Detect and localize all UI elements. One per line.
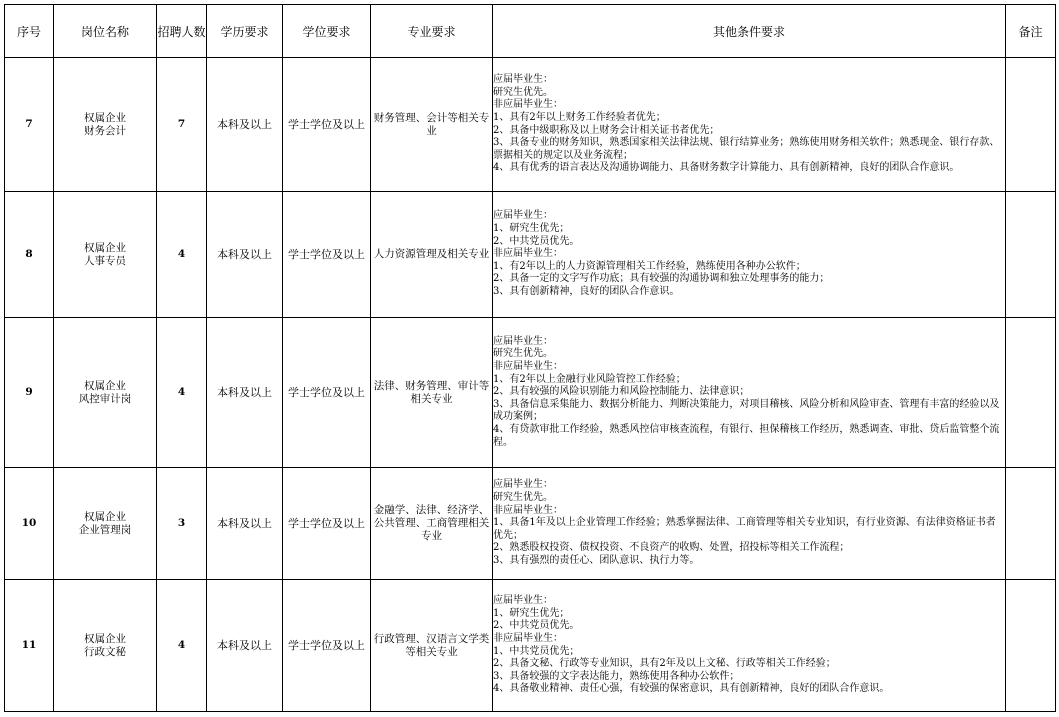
row-position [54, 580, 157, 712]
row-count: 4 [157, 192, 207, 318]
row-remarks [1006, 468, 1056, 580]
row-count: 4 [157, 318, 207, 468]
row-seq: 9 [5, 318, 54, 468]
row-position [54, 58, 157, 192]
header-major: 专业要求 [371, 5, 493, 58]
position-line2: 行政文秘 [84, 645, 126, 658]
position-line1: 权属企业 [84, 379, 126, 392]
row-count: 7 [157, 58, 207, 192]
row-degree: 学士学位及以上 [283, 58, 371, 192]
position-line1: 权属企业 [84, 632, 126, 645]
requirement-line: 非应届毕业生： [493, 99, 563, 111]
requirement-line: 3、具有创新精神，良好的团队合作意识。 [493, 285, 680, 297]
row-degree: 学士学位及以上 [283, 468, 371, 580]
row-seq: 7 [5, 58, 54, 192]
position-line2: 人事专员 [84, 254, 126, 267]
row-education: 本科及以上 [207, 192, 283, 318]
requirement-line: 应届毕业生： [493, 595, 553, 607]
requirement-line: 3、具有强烈的责任心、团队意识、执行力等。 [493, 554, 700, 566]
row-remarks [1006, 58, 1056, 192]
header-degree: 学位要求 [283, 5, 371, 58]
requirement-line: 应届毕业生： [493, 335, 553, 347]
row-education: 本科及以上 [207, 58, 283, 192]
position-line1: 权属企业 [84, 510, 126, 523]
table-row [5, 318, 1056, 468]
header-row [5, 5, 1056, 58]
row-position [54, 468, 157, 580]
requirement-line: 1、研究生优先； [493, 223, 570, 235]
requirement-line: 2、中共党员优先。 [493, 620, 580, 632]
requirement-line: 非应届毕业生： [493, 361, 563, 373]
requirement-line: 研究生优先。 [493, 492, 553, 504]
row-education: 本科及以上 [207, 318, 283, 468]
requirement-line: 2、具备文秘、行政等专业知识，具有2年及以上文秘、行政等相关工作经验； [493, 658, 836, 670]
row-degree: 学士学位及以上 [283, 318, 371, 468]
recruitment-table [4, 4, 1056, 712]
position-line1: 权属企业 [84, 111, 126, 124]
requirement-line: 2、具备一定的文字写作功底；具有较强的沟通协调和独立处理事务的能力； [493, 273, 830, 285]
header-other: 其他条件要求 [493, 5, 1006, 58]
requirement-line: 应届毕业生： [493, 210, 553, 222]
row-requirements [493, 580, 1006, 712]
row-major: 财务管理、会计等相关专业 [371, 58, 493, 192]
header-seq: 序号 [5, 5, 54, 58]
row-count: 3 [157, 468, 207, 580]
row-education: 本科及以上 [207, 468, 283, 580]
requirement-line: 研究生优先。 [493, 86, 553, 98]
requirement-line: 1、有2年以上金融行业风险管控工作经验； [493, 373, 686, 385]
position-line2: 企业管理岗 [78, 523, 132, 536]
position-line1: 权属企业 [84, 241, 126, 254]
requirement-line: 1、具有2年以上财务工作经验者优先； [493, 111, 666, 123]
header-remarks: 备注 [1006, 5, 1056, 58]
requirement-line: 非应届毕业生： [493, 504, 563, 516]
row-remarks [1006, 318, 1056, 468]
row-seq: 8 [5, 192, 54, 318]
row-count: 4 [157, 580, 207, 712]
requirement-line: 1、中共党员优先； [493, 645, 580, 657]
requirement-line: 非应届毕业生： [493, 632, 563, 644]
position-line2: 风控审计岗 [78, 392, 132, 405]
requirement-line: 应届毕业生： [493, 479, 553, 491]
row-remarks [1006, 192, 1056, 318]
row-degree: 学士学位及以上 [283, 192, 371, 318]
requirement-line: 4、有贷款审批工作经验，熟悉风控信审核查流程，有银行、担保稽核工作经历，熟悉调查、审批、贷后监管整个流程。 [493, 423, 1000, 448]
requirement-line: 2、熟悉股权投资、债权投资、不良资产的收购、处置，招投标等相关工作流程； [493, 542, 850, 554]
requirement-line: 3、具备信息采集能力、数据分析能力、判断决策能力，对项目稽核、风险分析和风险审查、管理有丰富的经验以及成功案例； [493, 398, 1000, 423]
requirement-line: 4、具有优秀的语言表达及沟通协调能力、具备财务数字计算能力、具有创新精神，良好的团队合作意识。 [493, 162, 960, 174]
row-requirements [493, 58, 1006, 192]
table-row [5, 580, 1056, 712]
table-row [5, 192, 1056, 318]
requirement-line: 非应届毕业生： [493, 248, 563, 260]
header-education: 学历要求 [207, 5, 283, 58]
row-remarks [1006, 580, 1056, 712]
requirement-line: 1、具备1年及以上企业管理工作经验；熟悉掌握法律、工商管理等相关专业知识，有行业资源、有法律资格证书者优先； [493, 517, 996, 541]
row-position [54, 192, 157, 318]
row-requirements [493, 318, 1006, 468]
requirement-line: 2、具有较强的风险识别能力和风险控制能力、法律意识； [493, 386, 750, 398]
requirement-line: 3、具备专业的财务知识，熟悉国家相关法律法规、银行结算业务；熟练使用财务相关软件；熟悉现金、银行存款、票据相关的规定以及业务流程； [493, 137, 1000, 161]
requirement-line: 应届毕业生： [493, 74, 553, 86]
row-position [54, 318, 157, 468]
position-line2: 财务会计 [84, 124, 126, 137]
requirement-line: 4、具备敬业精神、责任心强，有较强的保密意识，具有创新精神，良好的团队合作意识。 [493, 683, 890, 695]
row-education: 本科及以上 [207, 580, 283, 712]
row-seq: 11 [5, 580, 54, 712]
row-major: 法律、财务管理、审计等相关专业 [371, 318, 493, 468]
requirement-line: 研究生优先。 [493, 348, 553, 360]
requirement-line: 2、中共党员优先。 [493, 235, 580, 247]
header-count: 招聘人数 [157, 5, 207, 58]
table-row [5, 58, 1056, 192]
requirement-line: 3、具备较强的文字表达能力，熟练使用各种办公软件； [493, 670, 740, 682]
row-degree: 学士学位及以上 [283, 580, 371, 712]
table-row [5, 468, 1056, 580]
requirement-line: 1、有2年以上的人力资源管理相关工作经验，熟练使用各种办公软件； [493, 260, 806, 272]
row-requirements [493, 192, 1006, 318]
row-seq: 10 [5, 468, 54, 580]
requirement-line: 2、具备中级职称及以上财务会计相关证书者优先； [493, 124, 720, 136]
row-major: 行政管理、汉语言文学类等相关专业 [371, 580, 493, 712]
row-major: 金融学、法律、经济学、公共管理、工商管理相关专业 [371, 468, 493, 580]
header-position: 岗位名称 [54, 5, 157, 58]
row-major: 人力资源管理及相关专业 [371, 192, 493, 318]
row-requirements [493, 468, 1006, 580]
document-page [4, 4, 1056, 712]
requirement-line: 1、研究生优先； [493, 607, 570, 619]
